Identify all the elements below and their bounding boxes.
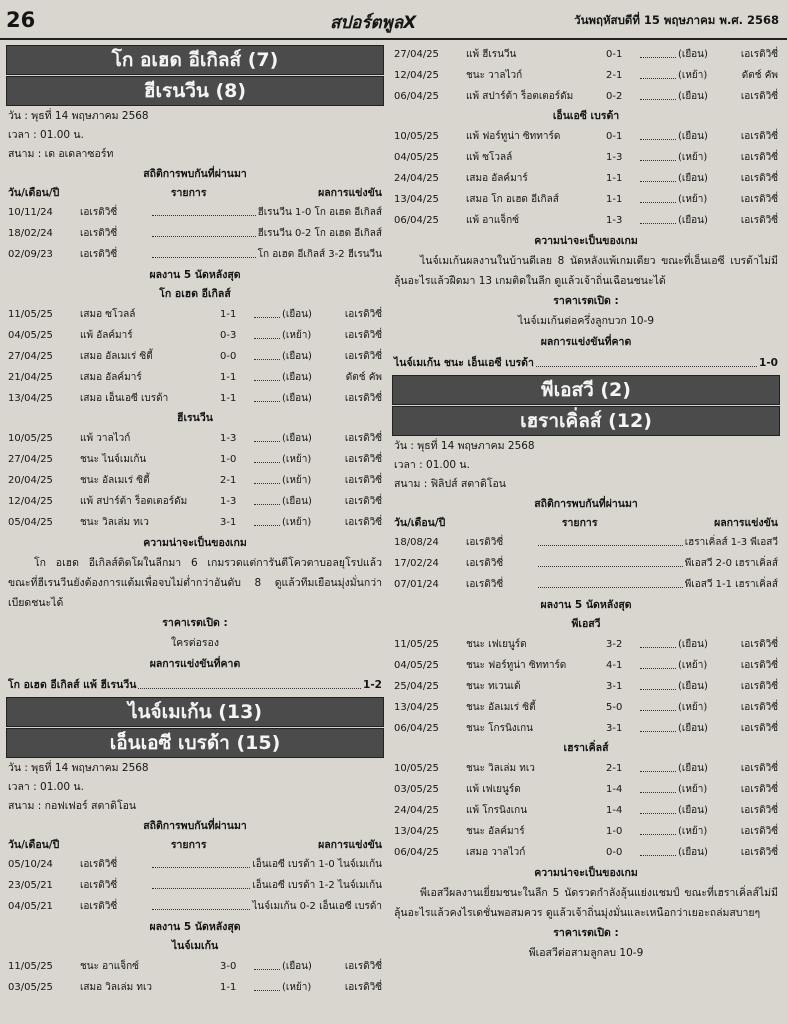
analysis-text: โก อเฮด อีเกิลส์ติดโผในลีกมา 6 เกมรวดแต่การันตีโควตาบอลยุโรปแล้ว ขณะที่ฮีเรนวีนยังต้องการแต้มเพื่อจบไม่ต่ำกว่าอันดับ 8 ดูแล้วทีมเยือนมุ่งมั่นกว่าเบียดชนะได้	[8, 557, 382, 609]
analysis-text: พีเอสวีผลงานเยี่ยมชนะในลีก 5 นัดรวดกำลังลุ้นแย่งแชมป์ ขณะที่เฮราเคิ่ลส์ไม่มีลุ้นอะไรแล้วคงไรเดชั่นพอสมควร ดูแล้วเจ้าถิ่นมุ่งมั่นและเหนือกว่าเยอะถล่มสบายๆ	[394, 887, 778, 919]
h2h-title: สถิติการพบกันที่ผ่านมา	[143, 820, 247, 832]
odds-value: ใครต่อรอง	[171, 637, 219, 649]
h2h-title: สถิติการพบกันที่ผ่านมา	[534, 498, 638, 510]
chance-title: ความน่าจะเป็นของเกม	[143, 537, 247, 549]
issue-date: วันพฤหัสบดีที่ 15 พฤษภาคม พ.ศ. 2568	[574, 13, 779, 27]
team-banner-home: พีเอสวี (2)	[392, 375, 780, 405]
list-item: 04/05/25 ชนะ ฟอร์ทูน่า ซิททาร์ด 4-1 (เหย้า) เอเรดิวิซี่	[392, 655, 780, 676]
chance-title: ความน่าจะเป็นของเกม	[534, 867, 638, 879]
match-date: วัน : พุธที่ 14 พฤษภาคม 2568	[8, 762, 149, 774]
last5-title: ผลงาน 5 นัดหลังสุด	[149, 921, 241, 933]
h2h-title: สถิติการพบกันที่ผ่านมา	[143, 168, 247, 180]
table-row: 05/10/24 เอเรดิวิซี่ เอ็นเอซี เบรด้า 1-0 ไนจ์เมเก้น	[6, 854, 384, 875]
match-date: วัน : พุธที่ 14 พฤษภาคม 2568	[8, 110, 149, 122]
odds-value: พีเอสวีต่อสามลูกลบ 10-9	[528, 947, 644, 959]
list-item: 27/04/25 เสมอ อัลเมเร่ ซิตี้ 0-0 (เยือน) เอเรดิวิซี่	[6, 346, 384, 367]
h2h-header: วัน/เดือน/ปี รายการ ผลการแข่งขัน	[8, 839, 382, 851]
analysis-text: ไนจ์เมเก้นผลงานในบ้านดีเลย 8 นัดหลังแพ้เกมเดียว ขณะที่เอ็นเอซี เบรด้าไม่มีลุ้นอะไรแล้วฝืดมา 13 เกมติดในลีก ดูแล้วเจ้าถิ่นเฉือนชนะได้	[394, 255, 778, 287]
odds-value: ไนจ์เมเก้นต่อครึ่งลูกบวก 10-9	[517, 315, 655, 327]
table-row: 23/05/21 เอเรดิวิซี่ เอ็นเอซี เบรด้า 1-2 ไนจ์เมเก้น	[6, 875, 384, 896]
list-item: 25/04/25 ชนะ ทเวนเต้ 3-1 (เยือน) เอเรดิวิซี่	[392, 676, 780, 697]
match-time: เวลา : 01.00 น.	[394, 459, 470, 471]
page-number: 26	[6, 8, 36, 32]
table-row: 07/01/24 เอเรดิวิซี่ พีเอสวี 1-1 เฮราเคิ่ลส์	[392, 574, 780, 595]
masthead-logo: สปอร์ตพูลX	[330, 13, 417, 33]
list-item: 10/05/25 ชนะ วิลเล่ม ทเว 2-1 (เยือน) เอเรดิวิซี่	[392, 758, 780, 779]
form-away-title: เฮราเคิ่ลส์	[563, 742, 609, 754]
prediction-line: ไนจ์เมเก้น ชนะ เอ็นเอซี เบรด้า 1-0	[392, 352, 780, 374]
list-item: 06/04/25 แพ้ อาแจ็กซ์ 1-3 (เยือน) เอเรดิวิซี่	[392, 210, 780, 231]
form-home-title: พีเอสวี	[571, 618, 601, 630]
list-item: 24/04/25 แพ้ โกรนิงเกน 1-4 (เยือน) เอเรดิวิซี่	[392, 800, 780, 821]
list-item: 27/04/25 แพ้ ฮีเรนวีน 0-1 (เยือน) เอเรดิวิซี่	[392, 44, 780, 65]
right-column	[392, 44, 780, 1020]
match-time: เวลา : 01.00 น.	[8, 781, 84, 793]
chance-title: ความน่าจะเป็นของเกม	[534, 235, 638, 247]
table-row: 04/05/21 เอเรดิวิซี่ ไนจ์เมเก้น 0-2 เอ็นเอซี เบรด้า	[6, 896, 384, 917]
table-row: 17/02/24 เอเรดิวิซี่ พีเอสวี 2-0 เฮราเคิ่ลส์	[392, 553, 780, 574]
list-item: 11/05/25 ชนะ อาแจ็กซ์ 3-0 (เยือน) เอเรดิวิซี่	[6, 956, 384, 977]
list-item: 10/05/25 แพ้ ฟอร์ทูน่า ซิททาร์ด 0-1 (เยือน) เอเรดิวิซี่	[392, 126, 780, 147]
list-item: 13/04/25 เสมอ เอ็นเอซี เบรด้า 1-1 (เยือน) เอเรดิวิซี่	[6, 388, 384, 409]
prediction-line: โก อเฮด อีเกิลส์ แพ้ ฮีเรนวีน 1-2	[6, 674, 384, 696]
list-item: 04/05/25 แพ้ อัลค์มาร์ 0-3 (เหย้า) เอเรดิวิซี่	[6, 325, 384, 346]
list-item: 11/05/25 ชนะ เฟเยนูร์ด 3-2 (เยือน) เอเรดิวิซี่	[392, 634, 780, 655]
list-item: 04/05/25 แพ้ ซโวลล์ 1-3 (เหย้า) เอเรดิวิซี่	[392, 147, 780, 168]
last5-title: ผลงาน 5 นัดหลังสุด	[540, 599, 632, 611]
team-banner-away: เฮราเคิ่ลส์ (12)	[392, 406, 780, 436]
match-venue: สนาม : กอฟเฟอร์ สตาดิโอน	[8, 800, 137, 812]
list-item: 13/04/25 เสมอ โก อเฮด อีเกิลส์ 1-1 (เหย้า) เอเรดิวิซี่	[392, 189, 780, 210]
table-row: 18/02/24 เอเรดิวิซี่ ฮีเรนวีน 0-2 โก อเฮด อีเกิลส์	[6, 223, 384, 244]
team-banner-home: โก อเฮด อีเกิลส์ (7)	[6, 45, 384, 75]
left-column	[6, 44, 384, 1020]
h2h-header: วัน/เดือน/ปี รายการ ผลการแข่งขัน	[394, 517, 778, 529]
list-item: 06/04/25 ชนะ โกรนิงเกน 3-1 (เยือน) เอเรดิวิซี่	[392, 718, 780, 739]
page-header	[0, 0, 787, 40]
table-row: 02/09/23 เอเรดิวิซี่ โก อเฮด อีเกิลส์ 3-2 ฮีเรนวีน	[6, 244, 384, 265]
team-banner-away: เอ็นเอซี เบรด้า (15)	[6, 728, 384, 758]
team-banner-home: ไนจ์เมเก้น (13)	[6, 697, 384, 727]
table-row: 18/08/24 เอเรดิวิซี่ เฮราเคิ่ลส์ 1-3 พีเอสวี	[392, 532, 780, 553]
list-item: 24/04/25 เสมอ อัลค์มาร์ 1-1 (เยือน) เอเรดิวิซี่	[392, 168, 780, 189]
match-date: วัน : พุธที่ 14 พฤษภาคม 2568	[394, 440, 535, 452]
list-item: 20/04/25 ชนะ อัลเมเร่ ซิตี้ 2-1 (เหย้า) เอเรดิวิซี่	[6, 470, 384, 491]
list-item: 12/04/25 ชนะ วาลไวก์ 2-1 (เหย้า) ดัตช์ คัพ	[392, 65, 780, 86]
prediction-title: ผลการแข่งขันที่คาด	[540, 336, 632, 348]
odds-title: ราคาเรตเปิด :	[162, 617, 228, 629]
list-item: 27/04/25 ชนะ ไนจ์เมเก้น 1-0 (เหย้า) เอเรดิวิซี่	[6, 449, 384, 470]
list-item: 03/05/25 เสมอ วิลเล่ม ทเว 1-1 (เหย้า) เอเรดิวิซี่	[6, 977, 384, 998]
form-home-title: โก อเฮด อีเกิลส์	[159, 288, 231, 300]
list-item: 03/05/25 แพ้ เฟเยนูร์ด 1-4 (เหย้า) เอเรดิวิซี่	[392, 779, 780, 800]
list-item: 05/04/25 ชนะ วิลเล่ม ทเว 3-1 (เหย้า) เอเรดิวิซี่	[6, 512, 384, 533]
list-item: 11/05/25 เสมอ ซโวลล์ 1-1 (เยือน) เอเรดิวิซี่	[6, 304, 384, 325]
list-item: 06/04/25 แพ้ สปาร์ต้า ร็อตเตอร์ดัม 0-2 (เยือน) เอเรดิวิซี่	[392, 86, 780, 107]
last5-title: ผลงาน 5 นัดหลังสุด	[149, 269, 241, 281]
list-item: 10/05/25 แพ้ วาลไวก์ 1-3 (เยือน) เอเรดิวิซี่	[6, 428, 384, 449]
form-home-title: ไนจ์เมเก้น	[171, 940, 219, 952]
match-venue: สนาม : เด อเดลาซอร์ท	[8, 148, 114, 160]
match-venue: สนาม : ฟิลิปส์ สตาดิโอน	[394, 478, 506, 490]
table-row: 10/11/24 เอเรดิวิซี่ ฮีเรนวีน 1-0 โก อเฮด อีเกิลส์	[6, 202, 384, 223]
list-item: 06/04/25 เสมอ วาลไวก์ 0-0 (เยือน) เอเรดิวิซี่	[392, 842, 780, 863]
list-item: 12/04/25 แพ้ สปาร์ต้า ร็อตเตอร์ดัม 1-3 (เยือน) เอเรดิวิซี่	[6, 491, 384, 512]
match-time: เวลา : 01.00 น.	[8, 129, 84, 141]
list-item: 13/04/25 ชนะ อัลค์มาร์ 1-0 (เหย้า) เอเรดิวิซี่	[392, 821, 780, 842]
list-item: 13/04/25 ชนะ อัลเมเร่ ซิตี้ 5-0 (เหย้า) เอเรดิวิซี่	[392, 697, 780, 718]
form-away-title: ฮีเรนวีน	[177, 412, 213, 424]
h2h-header: วัน/เดือน/ปี รายการ ผลการแข่งขัน	[8, 187, 382, 199]
team-banner-away: ฮีเรนวีน (8)	[6, 76, 384, 106]
form-away-title: เอ็นเอซี เบรด้า	[552, 110, 620, 122]
prediction-title: ผลการแข่งขันที่คาด	[149, 658, 241, 670]
odds-title: ราคาเรตเปิด :	[553, 295, 619, 307]
list-item: 21/04/25 เสมอ อัลค์มาร์ 1-1 (เยือน) ดัตช์ คัพ	[6, 367, 384, 388]
odds-title: ราคาเรตเปิด :	[553, 927, 619, 939]
